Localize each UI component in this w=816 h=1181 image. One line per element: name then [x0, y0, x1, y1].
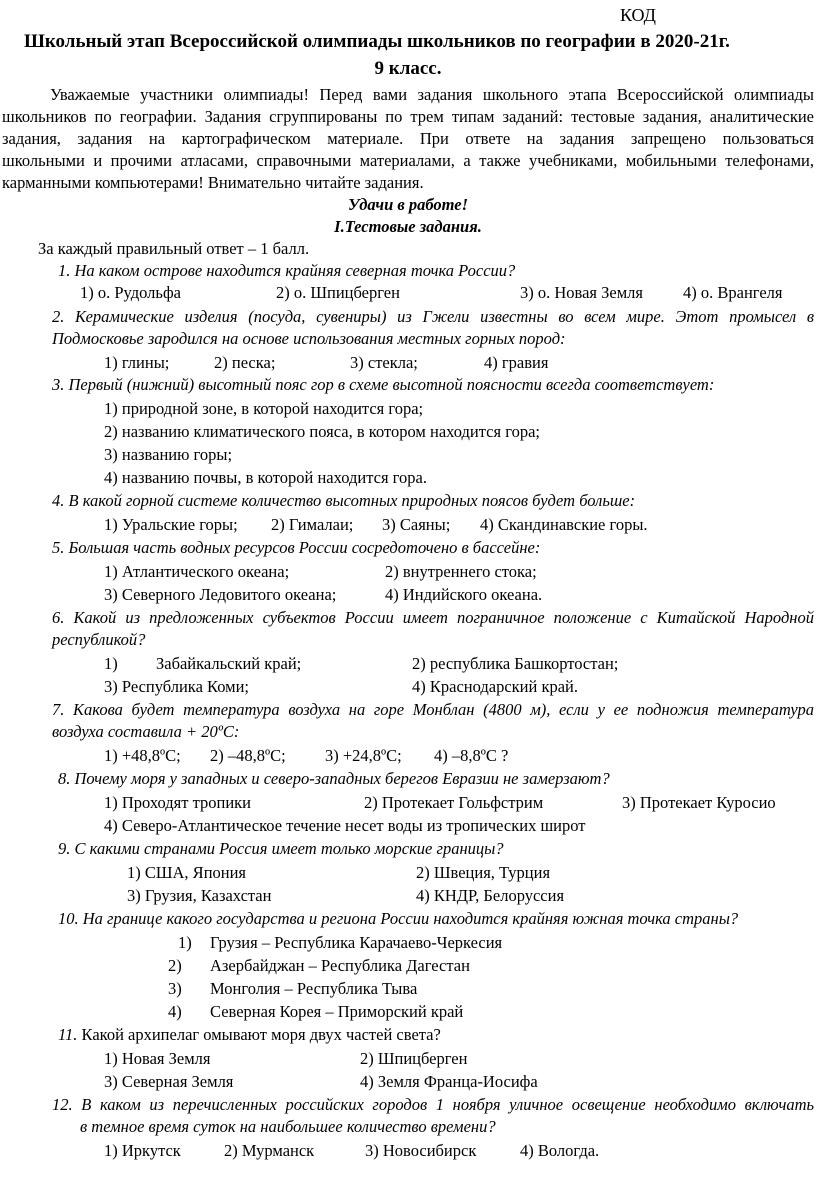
q5-option-3: 3) Северного Ледовитого океана; [104, 585, 337, 604]
q2-option-2: 2) песка; [214, 353, 276, 372]
q10-option-3: Монголия – Республика Тыва [210, 979, 418, 998]
q10-option-2: Азербайджан – Республика Дагестан [210, 956, 470, 975]
q11-option-1: 1) Новая Земля [104, 1049, 211, 1068]
question-7: 7. Какова будет температура воздуха на горе Монблан (4800 м), если у ее подножия температура [52, 700, 814, 719]
q4-option-2: 2) Гималаи; [271, 515, 354, 534]
q1-option-4: 4) о. Врангеля [683, 283, 783, 302]
intro-line: школьными и прочими атласами, справочными материалами, а также учебниками, мобильными телефонами, [2, 151, 814, 170]
section-title: I.Тестовые задания. [334, 217, 482, 236]
q11-option-4: 4) Земля Франца-Иосифа [360, 1072, 538, 1091]
q6-option-2: 2) республика Башкортостан; [412, 654, 619, 673]
q4-option-4: 4) Скандинавские горы. [480, 515, 648, 534]
q10-option-1-number: 1) [178, 933, 192, 952]
intro-line: Уважаемые участники олимпиады! Перед вами задания школьного этапа Всероссийской олимпиады [50, 85, 814, 104]
question-12: 12. В каком из перечисленных российских городов 1 ноября уличное освещение необходимо включать [52, 1095, 814, 1114]
q10-option-4: Северная Корея – Приморский край [210, 1002, 464, 1021]
q2-option-3: 3) стекла; [350, 353, 418, 372]
question-4: 4. В какой горной системе количество высотных природных поясов будет больше: [52, 491, 636, 510]
q3-option-1: 1) природной зоне, в которой находится гора; [104, 399, 424, 418]
q2-option-4: 4) гравия [484, 353, 549, 372]
code-label: КОД [620, 5, 656, 25]
question-12-cont: в темное время суток на наибольшее количество времени? [80, 1117, 496, 1136]
q5-option-4: 4) Индийского океана. [385, 585, 543, 604]
question-2-cont: Подмосковье зародился на основе использования местных горных пород: [52, 329, 566, 348]
q12-option-2: 2) Мурманск [224, 1141, 315, 1160]
q9-option-2: 2) Швеция, Турция [416, 863, 551, 882]
question-2: 2. Керамические изделия (посуда, сувениры) из Гжели известны во всем мире. Этот промысел в [52, 307, 814, 326]
question-6: 6. Какой из предложенных субъектов России имеет пограничное положение с Китайской Народной [52, 608, 814, 627]
q9-option-1: 1) США, Япония [127, 863, 247, 882]
wish-line: Удачи в работе! [347, 195, 469, 214]
q5-option-1: 1) Атлантического океана; [104, 562, 290, 581]
question-11 [58, 1024, 441, 1046]
q4-option-1: 1) Уральские горы; [104, 515, 238, 534]
question-11-number: 11. [58, 1025, 78, 1044]
q1-option-3: 3) о. Новая Земля [520, 283, 644, 302]
q10-option-1: Грузия – Республика Карачаево-Черкесия [210, 933, 503, 952]
question-11-text: Какой архипелаг омывают моря двух частей света? [77, 1025, 441, 1044]
question-6-cont: республикой? [52, 630, 146, 649]
q3-option-3: 3) названию горы; [104, 445, 233, 464]
page-title: Школьный этап Всероссийской олимпиады школьников по географии в 2020-21г. [24, 31, 730, 52]
intro-line: задания, задания на картографическом материале. При ответе на задания запрещено пользоваться [2, 129, 814, 148]
q1-option-1: 1) о. Рудольфа [80, 283, 181, 302]
q10-option-4-number: 4) [168, 1002, 182, 1021]
q6-option-4: 4) Краснодарский край. [412, 677, 579, 696]
q8-option-2: 2) Протекает Гольфстрим [364, 793, 544, 812]
q10-option-2-number: 2) [168, 956, 182, 975]
q2-option-1: 1) глины; [104, 353, 170, 372]
q12-option-1: 1) Иркутск [104, 1141, 181, 1160]
q6-option-1: Забайкальский край; [156, 654, 302, 673]
question-5: 5. Большая часть водных ресурсов России сосредоточено в бассейне: [52, 538, 541, 557]
question-7-cont: воздуха составила + 20ºС: [52, 722, 240, 741]
q7-option-1: 1) +48,8ºС; [104, 746, 181, 765]
question-3: 3. Первый (нижний) высотный пояс гор в схеме высотной поясности всегда соответствует: [52, 375, 715, 394]
q8-option-1: 1) Проходят тропики [104, 793, 252, 812]
q12-option-4: 4) Вологда. [520, 1141, 600, 1160]
q11-option-2: 2) Шпицберген [360, 1049, 468, 1068]
question-8: 8. Почему моря у западных и северо-западных берегов Евразии не замерзают? [58, 769, 610, 788]
q9-option-3: 3) Грузия, Казахстан [127, 886, 272, 905]
q6-option-3: 3) Республика Коми; [104, 677, 249, 696]
q3-option-2: 2) названию климатического пояса, в котором находится гора; [104, 422, 540, 441]
q9-option-4: 4) КНДР, Белоруссия [416, 886, 565, 905]
question-9: 9. С какими странами Россия имеет только морские границы? [58, 839, 504, 858]
score-note: За каждый правильный ответ – 1 балл. [38, 239, 310, 258]
q3-option-4: 4) названию почвы, в которой находится гора. [104, 468, 427, 487]
intro-line: карманными компьютерами! Внимательно читайте задания. [2, 173, 424, 192]
q7-option-2: 2) –48,8ºС; [210, 746, 286, 765]
question-10: 10. На границе какого государства и региона России находится крайняя южная точка страны? [58, 909, 739, 928]
q5-option-2: 2) внутреннего стока; [385, 562, 537, 581]
q4-option-3: 3) Саяны; [382, 515, 451, 534]
q8-option-3: 3) Протекает Куросио [622, 793, 776, 812]
q12-option-3: 3) Новосибирск [365, 1141, 477, 1160]
intro-line: школьников по географии. Задания сгруппированы по трем типам заданий: тестовые задания, аналитические [2, 107, 814, 126]
q8-option-4: 4) Северо-Атлантическое течение несет воды из тропических широт [104, 816, 586, 835]
q1-option-2: 2) о. Шпицберген [276, 283, 400, 302]
grade-label: 9 класс. [374, 58, 442, 79]
q6-option-1-number: 1) [104, 654, 118, 673]
q11-option-3: 3) Северная Земля [104, 1072, 234, 1091]
q7-option-3: 3) +24,8ºС; [325, 746, 402, 765]
question-1: 1. На каком острове находится крайняя северная точка России? [58, 261, 516, 280]
q7-option-4: 4) –8,8ºС ? [434, 746, 509, 765]
q10-option-3-number: 3) [168, 979, 182, 998]
